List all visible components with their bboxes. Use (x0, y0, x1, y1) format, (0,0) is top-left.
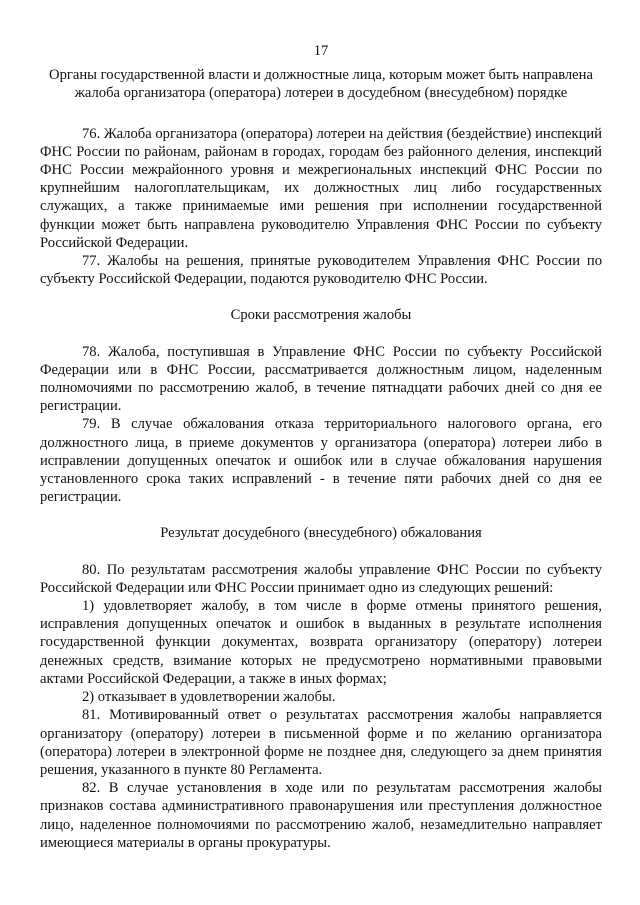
paragraph-80: 80. По результатам рассмотрения жалобы управление ФНС России по субъекту Российской Федерации или ФНС России принимает одно из следующих решений: (40, 561, 602, 596)
paragraph-80-item-1: 1) удовлетворяет жалобу, в том числе в форме отмены принятого решения, исправления допущенных опечаток и ошибок в выданных в результате исполнения государственной функции документах, возврата организатору (оператору) лотереи денежных средств, взимание которых не предусмотрено нормативными правовыми актами Российской Федерации, а также в иных формах; (40, 598, 602, 687)
paragraph-79: 79. В случае обжалования отказа территориального налогового органа, его должностного лица, в приеме документов у организатора (оператора) лотереи либо в исправлении допущенных опечаток и ошибок или в случае обжалования нарушения установленного срока таких исправлений - в течение пяти рабочих дней со дня ее регистрации. (40, 416, 602, 506)
section-heading: Органы государственной власти и должностные лица, которым может быть направлена жалоба организатора (оператора) лотереи в досудебном (внесудебном) порядке (49, 67, 593, 102)
page-number: 17 (313, 43, 329, 59)
paragraph-78: 78. Жалоба, поступившая в Управление ФНС России по субъекту Российской Федерации или в ФНС России, рассматривается должностным лицом, наделенным полномочиями по рассмотрению жалоб, в течение пятнадцати рабочих дней со дня ее регистрации. (40, 343, 602, 415)
section-heading: Сроки рассмотрения жалобы (230, 307, 412, 324)
section-heading: Результат досудебного (внесудебного) обжалования (160, 525, 482, 542)
paragraph-81: 81. Мотивированный ответ о результатах рассмотрения жалобы направляется организатору (оператору) лотереи в письменной форме и по желанию организатора (оператора) лотереи в электронной форме не позднее дня, следующего за днем принятия решения, указанного в пункте 80 Регламента. (40, 707, 602, 778)
paragraph-77: 77. Жалобы на решения, принятые руководителем Управления ФНС России по субъекту Российской Федерации, подаются руководителю ФНС России. (40, 253, 602, 288)
paragraph-80-item-2: 2) отказывает в удовлетворении жалобы. (82, 689, 336, 706)
section-appeal-authorities (40, 66, 602, 288)
section-review-terms (40, 306, 602, 506)
section-appeal-result (40, 524, 602, 851)
paragraph-82: 82. В случае установления в ходе или по результатам рассмотрения жалобы признаков состава административного правонарушения или преступления должностное лицо, наделенное полномочиями по рассмотрению жалоб, незамедлительно направляет имеющиеся материалы в органы прокуратуры. (40, 780, 602, 851)
paragraph-76: 76. Жалоба организатора (оператора) лотереи на действия (бездействие) инспекций ФНС России по районам, районам в городах, городам без районного деления, инспекций ФНС России межрайонного уровня и межрегиональных инспекций ФНС России по крупнейшим налогоплательщикам, их должностных лиц либо государственных служащих, а также принимаемые ими решения при исполнении государственной функции может быть направлена руководителю Управления ФНС России по субъекту Российской Федерации. (40, 125, 602, 251)
